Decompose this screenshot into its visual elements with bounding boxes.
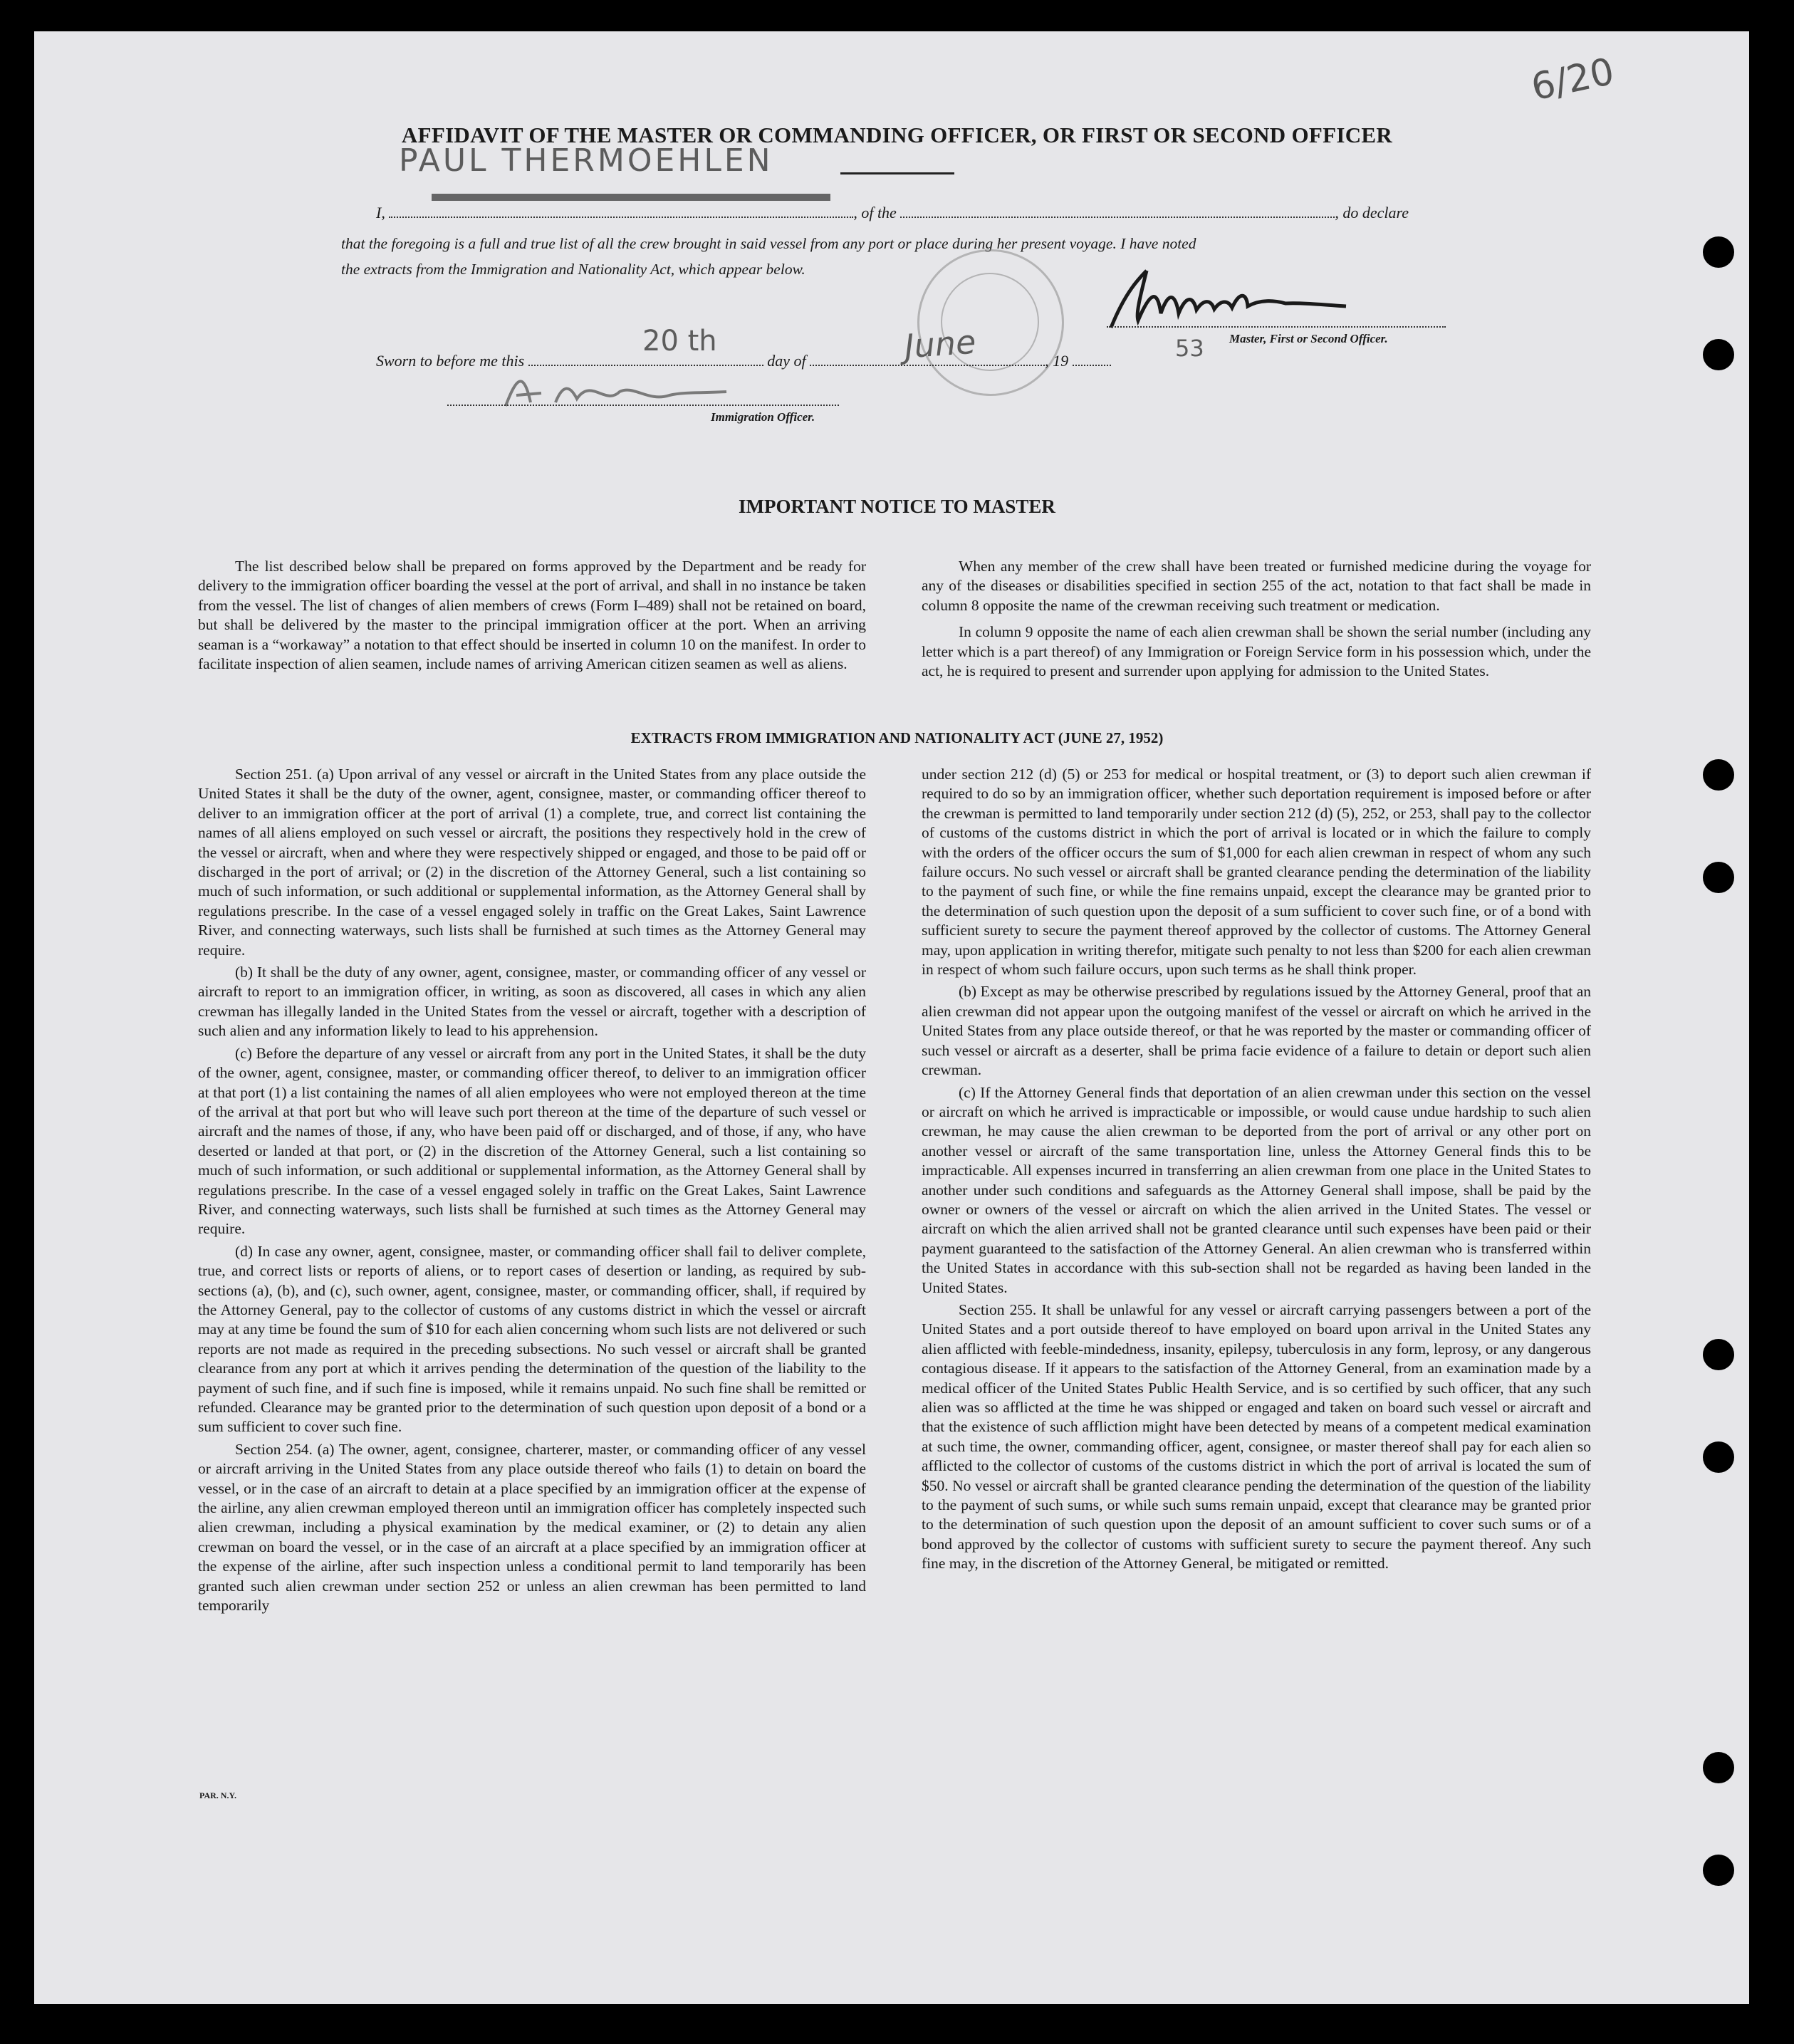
affidavit-title: AFFIDAVIT OF THE MASTER OR COMMANDING OFFICER, OR FIRST OR SECOND OFFICER — [401, 122, 1393, 147]
handwritten-day: 20 th — [642, 325, 717, 358]
year-field[interactable] — [1073, 365, 1111, 366]
notice-paragraph: The list described below shall be prepared on forms approved by the Department and be ready for delivery to the immigration officer boarding the vessel at the port of arrival, and shall in no instance be taken from the vessel. The list of changes of alien members of crews (Form I–489) shall not be retained on board, but shall be delivered by the master to the principal immigration officer at the port. When an arriving seaman is a “workaway” a notation to that effect should be inserted in column 10 on the manifest. In order to facilitate inspection of alien seamen, include names of arriving American citizen seamen as well as aliens. — [198, 558, 866, 673]
punch-hole — [1703, 236, 1734, 268]
officer-caption: Immigration Officer. — [711, 410, 815, 424]
name-underline — [840, 172, 954, 174]
vessel-field[interactable] — [900, 217, 1335, 218]
master-signature-line — [1107, 326, 1446, 328]
master-signature — [1097, 264, 1367, 342]
punch-hole — [1703, 1855, 1734, 1886]
declaration-line-1: that the foregoing is a full and true list of all the crew brought in said vessel from any port or place during her present voyage. I have noted — [341, 235, 1196, 252]
section-254c: (c) If the Attorney General finds that deportation of an alien crewman under this section on the vessel or aircraft on which he arrived is impracticable or impossible, or would cause undue hardship to such alien crewman, he may cause the alien crewman to be deported from the port of arrival or any other port on another vessel or aircraft of the same transportation line, unless the Attorney General finds this to be impracticable. All expenses incurred in transferring an alien crewman from one place in the United States to another under such conditions and safeguards as the Attorney General shall impose, shall be paid by the owner or owners of the vessel or aircraft on which the alien arrived in the United States. The vessel or aircraft on which the alien arrived shall not be granted clearance until such expenses have been paid or their payment guaranteed to the satisfaction of the Attorney General. An alien crewman who is transferred within the United States in accordance with this sub-section shall not be regarded as having been landed in the United States. — [922, 1083, 1591, 1296]
punch-hole — [1703, 759, 1734, 791]
notice-right-column — [922, 557, 1591, 684]
section-251a: Section 251. (a) Upon arrival of any vessel or aircraft in the United States from any place outside the United States it shall be the duty of the owner, agent, consignee, master, or commanding officer thereof to deliver to an immigration officer at the port of arrival (1) a complete, true, and correct list containing the names of all aliens employed on such vessel or aircraft, the positions they respectively hold in the crew of the vessel or aircraft, when and where they were respectively shipped or engaged, and those to be paid off or discharged in the port of arrival; or (2) in the discretion of the Attorney General, such a list containing so much of such information, or such additional or supplemental information, as the Attorney General shall by regulations prescribe. In the case of a vessel engaged solely in traffic on the Great Lakes, Saint Lawrence River, and connecting waterways, such lists shall be furnished at such times as the Attorney General may require. — [198, 766, 866, 959]
year-prefix: , 19 — [1045, 352, 1069, 370]
corner-note: 6/20 — [1528, 50, 1618, 110]
section-254a: Section 254. (a) The owner, agent, consignee, charterer, master, or commanding officer of any vessel or aircraft arriving in the United States from any place outside thereof who fails (1) to detain on board the vessel, or in the case of an aircraft to detain at a place specified by an immigration officer at the expense of the airline, any alien crewman employed thereon until an immigration officer has completely inspected such alien crewman, including a physical examination by the medical examiner, or (2) to detain any alien crewman on board the vessel, or in the case of an aircraft at a place specified by an immigration officer at the expense of the airline, after such inspection unless a conditional permit to land temporarily has been granted such alien crewman under section 252 or unless an alien crewman has been permitted to land temporarily — [198, 1440, 866, 1615]
notice-left-column — [198, 557, 866, 677]
handwritten-month: June — [903, 322, 977, 366]
section-251d: (d) In case any owner, agent, consignee, master, or commanding officer shall fail to deliver complete, true, and correct lists or reports of aliens, or to report cases of desertion or landing, as required by sub-sections (a), (b), and (c), such owner, agent, consignee, master, or commanding officer, shall, if required by the Attorney General, pay to the collector of customs of any customs district in which the vessel or aircraft may at any time be found the sum of $10 for each alien concerning whom such lists are not delivered or such reports are not made as required in the preceding subsections. No such vessel or aircraft shall be granted clearance from any port at which it arrives pending the determination of the question of the liability to the payment of such fine, and if such fine is imposed, while it remains unpaid. No such fine shall be remitted or refunded. Clearance may be granted prior to the determination of such question upon deposit of a bond or a sum sufficient to cover such fine. — [198, 1242, 866, 1436]
section-251b: (b) It shall be the duty of any owner, agent, consignee, master, or commanding officer of any vessel or aircraft to report to an immigration officer, in writing, as soon as discovered, all cases in which any alien crewman has illegally landed in the United States from the vessel or aircraft, together with a description of such alien and any information likely to lead to his apprehension. — [198, 964, 866, 1040]
of-the-label: , of the — [853, 204, 897, 221]
master-caption: Master, First or Second Officer. — [1229, 332, 1388, 345]
day-of-label: day of — [767, 352, 806, 370]
notice-paragraph: When any member of the crew shall have been treated or furnished medicine during the voyage for any of the diseases or disabilities specified in section 255 of the act, notation to that fact shall be made in column 8 opposite the name of the crewman receiving such treatment or medication. — [922, 558, 1591, 614]
punch-hole — [1703, 1752, 1734, 1783]
struck-name — [432, 187, 830, 204]
section-251c: (c) Before the departure of any vessel or aircraft from any port in the United States, it shall be the duty of the owner, agent, consignee, master, or commanding officer thereof, to deliver to an immigration officer at that port (1) a list containing the names of all alien employees who were not employed thereon at the time of the arrival at that port but who will leave such port thereon at the time of the departure of such vessel or aircraft and the names of those, if any, who have been paid off or discharged, and of those, if any, who have deserted or landed at that port, or (2) in the discretion of the Attorney General, such a list containing so much of such information, or such additional or supplemental information, as the Attorney General shall by regulations prescribe. In the case of a vessel engaged solely in traffic on the Great Lakes, Saint Lawrence River, and connecting waterways, such lists shall be furnished at such times as the Attorney General may require. — [198, 1044, 866, 1238]
section-255: Section 255. It shall be unlawful for any vessel or aircraft carrying passengers between a port of the United States and a port outside thereof to have employed on board upon arrival in the United States any alien afflicted with feeble-mindedness, insanity, epilepsy, tuberculosis in any form, leprosy, or any dangerous contagious disease. If it appears to the satisfaction of the Attorney General, from an examination made by a medical officer of the United States Public Health Service, and is so certified by such officer, that any such alien was so afflicted at the time he was shipped or engaged and taken on board such vessel or aircraft and that the existence of such affliction might have been detected by means of a competent medical examination at such time, the owner, commanding officer, agent, consignee, or master thereof shall pay for each alien so afflicted to the collector of customs of the customs district in which the port of arrival is located the sum of $50. No vessel or aircraft shall be granted clearance pending the determination of the question of the liability to the payment of such sums, or while such sums remain unpaid, except that clearance may be granted prior to the determination of such question upon the deposit of an amount sufficient to cover such sums or of a bond approved by the collector of customs with sufficient surety to secure the payment thereof. Any such fine may, in the discretion of the Attorney General, be mitigated or remitted. — [922, 1300, 1591, 1573]
sworn-label: Sworn to before me this — [376, 352, 525, 370]
handwritten-year: 53 — [1175, 335, 1204, 362]
extracts-left-column — [198, 765, 866, 1618]
do-declare-label: , do declare — [1335, 204, 1409, 221]
declarant-line — [376, 204, 1444, 222]
handwritten-name: PAUL THERMOEHLEN — [399, 142, 773, 179]
extracts-right-column — [922, 765, 1591, 1577]
notice-title: IMPORTANT NOTICE TO MASTER — [739, 496, 1055, 517]
punch-hole — [1703, 862, 1734, 893]
punch-hole — [1703, 1339, 1734, 1370]
printer-mark: PAR. N.Y. — [199, 1790, 237, 1800]
section-254a-cont: under section 212 (d) (5) or 253 for medical or hospital treatment, or (3) to deport such alien crewman if required to do so by an immigration officer, whether such deportation requirement is imposed before or after the crewman is permitted to land temporarily under section 212 (d) (5), 252, or 253, shall pay to the collector of customs of the customs district in which the port of arrival is located or in which the failure to comply with the orders of the officer occurs the sum of $1,000 for each alien crewman in respect of whom any such failure occurs. No such vessel or aircraft shall be granted clearance pending the determination of the liability to the payment of such fine, or while the fine remains unpaid, except the clearance may be granted prior to the determination of such question upon the deposit of a sum sufficient to cover such fine, or of a bond with sufficient surety to secure the payment thereof approved by the collector of customs. The Attorney General may, upon application in writing therefor, mitigate such penalty to not less than $200 for each alien crewman in respect of whom such failure occurs, upon such terms as he shall think proper. — [922, 766, 1591, 979]
declaration-line-2: the extracts from the Immigration and Nationality Act, which appear below. — [341, 261, 805, 278]
sworn-month-field[interactable] — [810, 365, 1045, 366]
section-254b: (b) Except as may be otherwise prescribed by regulations issued by the Attorney General, proof that an alien crewman did not appear upon the outgoing manifest of the vessel or aircraft on which he arrived in the United States from any place outside thereof, or that he was reported by the master or commanding officer of such vessel or aircraft as a deserter, shall be prima facie evidence of a failure to detain or deport such alien crewman. — [922, 983, 1591, 1079]
officer-signature-line — [447, 405, 839, 406]
notice-paragraph: In column 9 opposite the name of each alien crewman shall be shown the serial number (including any letter which is a part thereof) of any Immigration or Foreign Service form in his possession which, under the act, he is required to present and surrender upon applying for admission to the United States. — [922, 623, 1591, 680]
extracts-title: EXTRACTS FROM IMMIGRATION AND NATIONALITY ACT (JUNE 27, 1952) — [630, 729, 1164, 746]
name-field[interactable] — [389, 217, 853, 218]
i-label: I, — [376, 204, 385, 221]
punch-hole — [1703, 339, 1734, 370]
official-stamp — [917, 249, 1064, 396]
punch-hole — [1703, 1441, 1734, 1473]
